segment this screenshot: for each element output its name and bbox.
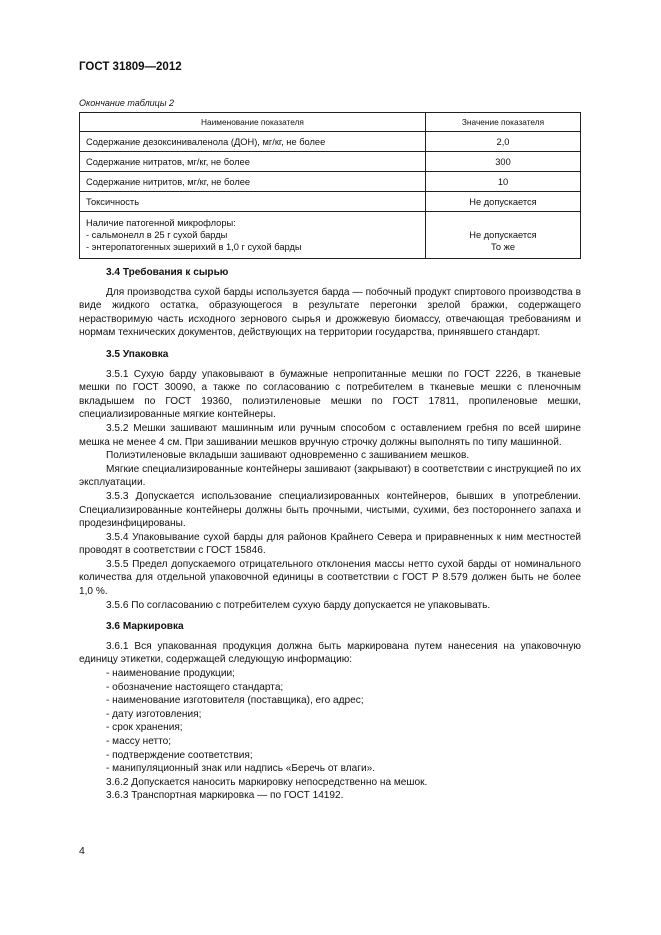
paragraph: 3.5.4 Упаковывание сухой барды для районов Крайнего Севера и приравненных к ним местностей проводят в соответствии с ГОСТ 15846. xyxy=(79,531,581,557)
pathogen-ecoli-value: То же xyxy=(490,242,516,252)
row-name: Содержание нитритов, мг/кг, не более xyxy=(80,172,426,192)
row-name xyxy=(80,212,426,259)
list-item: - массу нетто; xyxy=(106,736,172,747)
section-title-3-4: 3.4 Требования к сырью xyxy=(106,267,229,278)
paragraph: Полиэтиленовые вкладыши зашивают одновременно с зашиванием мешков. xyxy=(106,450,470,462)
pathogen-salmonella-value: Не допускается xyxy=(469,230,537,240)
table-row xyxy=(80,192,581,212)
pathogen-salmonella: - сальмонелл в 25 г сухой барды xyxy=(86,230,228,240)
document-code: ГОСТ 31809—2012 xyxy=(79,61,182,73)
document-body xyxy=(79,266,581,803)
column-header-value: Значение показателя xyxy=(426,113,581,132)
paragraph: 3.6.3 Транспортная маркировка — по ГОСТ 14192. xyxy=(106,790,344,802)
list-item: - обозначение настоящего стандарта; xyxy=(106,681,284,693)
table-caption: Окончание таблицы 2 xyxy=(79,98,174,108)
indicators-table xyxy=(79,112,581,259)
paragraph: 3.6.2 Допускается наносить маркировку непосредственно на мешок. xyxy=(106,776,428,788)
paragraph: 3.5.2 Мешки зашивают машинным или ручным способом с оставлением гребня по всей ширине мешка не менее 4 см. При зашивании мешков вручную строчку должны выполнять по типу машинной. xyxy=(79,422,581,448)
table-header-row xyxy=(80,113,581,132)
paragraph: Для производства сухой барды используется барда — побочный продукт спиртового производства в виде жидкого остатка, образующегося в результате перегонки зрелой бражки, содержащего нерастворимую часть исходного зернового сырья и дрожжевую биомассу, отвечающая требованиям и нормам технических документов, действующих на территории государства, принявшего стандарт. xyxy=(79,286,581,339)
pathogen-title: Наличие патогенной микрофлоры: xyxy=(86,218,236,228)
row-value: 10 xyxy=(426,172,581,192)
list-item: - наименование продукции; xyxy=(106,668,235,680)
pathogen-ecoli: - энтеропатогенных эшерихий в 1,0 г сухой барды xyxy=(86,242,302,252)
table-row xyxy=(80,152,581,172)
list-item: - срок хранения; xyxy=(106,722,183,734)
table-row xyxy=(80,172,581,192)
list-item: - дату изготовления; xyxy=(106,708,202,720)
column-header-name: Наименование показателя xyxy=(80,113,426,132)
list-item: - манипуляционный знак или надпись «Беречь от влаги». xyxy=(106,763,376,775)
table-row-pathogens xyxy=(80,212,581,259)
table-row xyxy=(80,132,581,152)
paragraph: 3.5.1 Сухую барду упаковывают в бумажные непропитанные мешки по ГОСТ 2226, в тканевые мешки по ГОСТ 30090, а также по согласованию с потребителем в тканевые мешки с пленочным вкладышем по ГОСТ 19360, полиэтиленовые мешки по ГОСТ 17811, пропиленовые мешки, специализированные мягкие контейнеры. xyxy=(79,368,581,421)
section-title-3-6: 3.6 Маркировка xyxy=(106,621,184,633)
row-value: Не допускается xyxy=(426,192,581,212)
row-value xyxy=(426,212,581,259)
row-name: Содержание дезоксиниваленола (ДОН), мг/кг, не более xyxy=(80,132,426,152)
paragraph: Мягкие специализированные контейнеры зашивают (закрывают) в соответствии с инструкцией по их эксплуатации. xyxy=(79,463,581,489)
list-item: - наименование изготовителя (поставщика), его адрес; xyxy=(106,695,364,707)
section-title-3-5: 3.5 Упаковка xyxy=(106,348,169,360)
row-name: Токсичность xyxy=(80,192,426,212)
paragraph: 3.5.5 Предел допускаемого отрицательного отклонения массы нетто сухой барды от номинального количества для отдельной упаковочной единицы в соответствии с ГОСТ Р 8.579 должен быть не более 1,0 %. xyxy=(79,558,581,598)
paragraph: 3.5.3 Допускается использование специализированных контейнеров, бывших в употреблении. Специализированные контейнеры должны быть прочными, чистыми, сухими, без постороннего запаха и продезинфицированы. xyxy=(79,490,581,530)
page-number: 4 xyxy=(79,845,85,857)
row-value: 2,0 xyxy=(426,132,581,152)
list-item: - подтверждение соответствия; xyxy=(106,749,253,761)
row-value: 300 xyxy=(426,152,581,172)
row-name: Содержание нитратов, мг/кг, не более xyxy=(80,152,426,172)
paragraph: 3.6.1 Вся упакованная продукция должна быть маркирована путем нанесения на упаковочную единицу этикетки, содержащей следующую информацию: xyxy=(79,640,581,666)
paragraph: 3.5.6 По согласованию с потребителем сухую барду допускается не упаковывать. xyxy=(106,599,491,611)
